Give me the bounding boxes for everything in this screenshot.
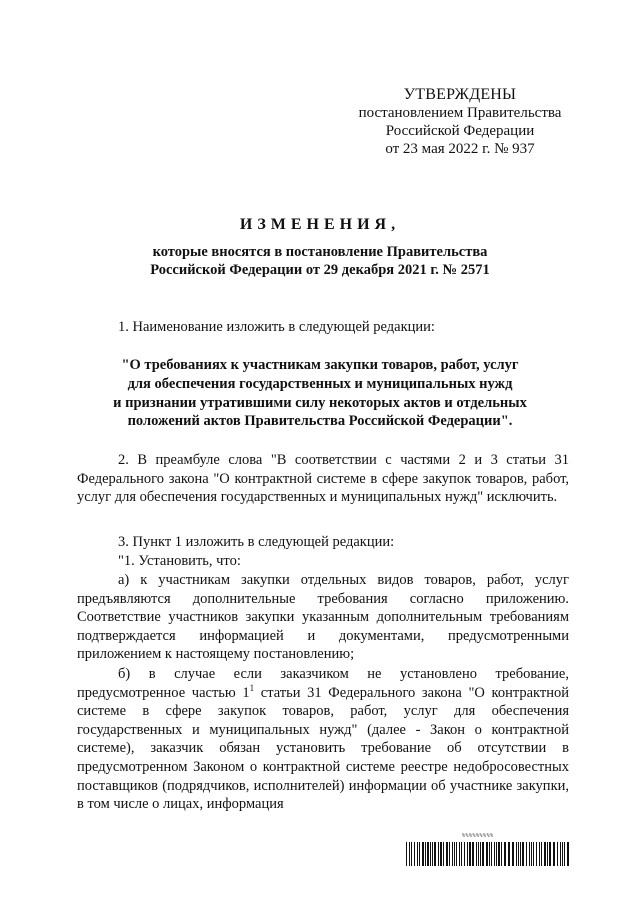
subitem-b-text-2: статьи 31 Федерального закона "О контрактной системе в сфере закупок товаров, работ, услуг для обеспечения государственных и муниципальных нужд" (далее - Закон о контрактной системе), заказчик обязан установить требование об отсутствии в предусмотренном Законом о контрактной системе реестре недобросовестных поставщиков (подрядчиков, исполнителей) информации об участнике закупки, в том числе о лицах, информация: [77, 684, 569, 813]
item-3-quote-start: "1. Установить, что:: [118, 553, 241, 569]
approval-stamp: [340, 86, 580, 158]
approval-line-2: Российской Федерации: [385, 123, 535, 139]
approval-line-1: постановлением Правительства: [358, 105, 562, 121]
new-name-line-4: положений актов Правительства Российской Федерации".: [127, 413, 513, 430]
item-2-text: 2. В преамбуле слова "В соответствии с частями 2 и 3 статьи 31 Федерального закона "О контрактной системе в сфере закупок товаров, работ, услуг для обеспечения государственных и муниципальных нужд" исключить.: [77, 452, 569, 506]
item-2-paragraph: [77, 451, 569, 507]
subtitle-line-1: которые вносятся в постановление Правительства: [152, 244, 488, 260]
approval-line-3: от 23 мая 2022 г. № 937: [385, 141, 535, 157]
approval-heading: УТВЕРЖДЕНЫ: [403, 86, 517, 103]
subitem-b-paragraph: [77, 665, 569, 814]
document-subtitle: [0, 243, 640, 279]
document-title: ИЗМЕНЕНИЯ,: [239, 216, 401, 233]
new-name-line-2: для обеспечения государственных и муниципальных нужд: [127, 375, 513, 392]
subitem-a-paragraph: [77, 571, 569, 664]
item-1-text: 1. Наименование изложить в следующей редакции:: [118, 319, 435, 335]
new-document-name: [0, 356, 640, 431]
new-name-line-1: "О требованиях к участникам закупки товаров, работ, услуг: [121, 357, 519, 373]
barcode-icon: [406, 842, 572, 866]
subtitle-line-2: Российской Федерации от 29 декабря 2021 г. № 2571: [150, 262, 490, 278]
new-name-line-3: и признании утратившими силу некоторых актов и отдельных: [113, 394, 527, 411]
barcode-label: %%%%%%%%%: [462, 833, 494, 839]
subitem-a-text: а) к участникам закупки отдельных видов товаров, работ, услуг предъявляются дополнительные требования согласно приложению. Соответствие участников закупки указанным дополнительным требованиям подтверждается информацией и документами, предусмотренными приложением к настоящему постановлению;: [77, 572, 569, 663]
item-3-text: 3. Пункт 1 изложить в следующей редакции:: [118, 534, 395, 550]
subitem-b-text-1: б) в случае если заказчиком не установлено требование, предусмотренное частью 1: [77, 666, 569, 701]
document-barcode: [406, 833, 572, 873]
subitem-b-superscript: 1: [249, 682, 255, 693]
